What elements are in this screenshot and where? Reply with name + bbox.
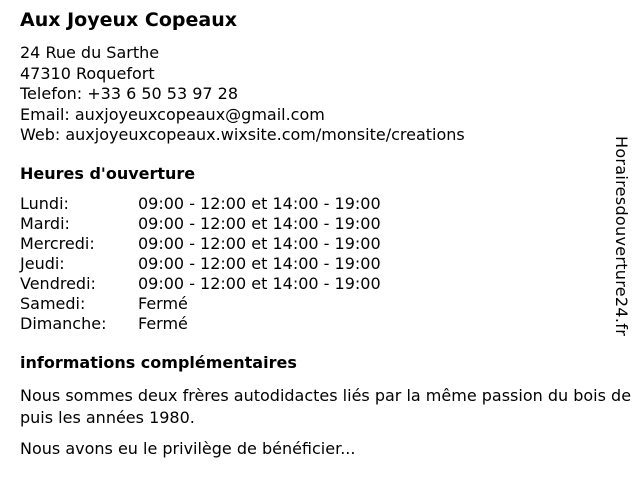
contact-block [20, 43, 465, 146]
day-hours: 09:00 - 12:00 et 14:00 - 19:00 [138, 214, 381, 233]
day-label: Lundi: [20, 194, 69, 213]
day-label: Mercredi: [20, 234, 95, 253]
day-label: Vendredi: [20, 274, 96, 293]
opening-hours-table [20, 194, 381, 334]
email-address: Email: auxjoyeuxcopeaux@gmail.com [20, 104, 325, 124]
site-watermark: Horairesdouverture24.fr [612, 136, 631, 337]
website-url: Web: auxjoyeuxcopeaux.wixsite.com/monsite/creations [20, 125, 465, 144]
hours-row-tuesday [20, 214, 381, 234]
day-label: Dimanche: [20, 314, 107, 333]
description-paragraph: Nous sommes deux frères autodidactes liés par la même passion du bois depuis les années 1980. [20, 386, 632, 427]
day-hours: 09:00 - 12:00 et 14:00 - 19:00 [138, 274, 381, 293]
street-address: 24 Rue du Sarthe [20, 43, 160, 62]
hours-row-saturday [20, 294, 381, 314]
hours-row-thursday [20, 254, 381, 274]
business-name: Aux Joyeux Copeaux [20, 9, 237, 31]
day-hours: 09:00 - 12:00 et 14:00 - 19:00 [138, 234, 381, 253]
opening-hours-heading: Heures d'ouverture [20, 164, 196, 183]
day-hours: 09:00 - 12:00 et 14:00 - 19:00 [138, 254, 381, 273]
hours-row-sunday [20, 314, 381, 334]
day-hours: 09:00 - 12:00 et 14:00 - 19:00 [138, 194, 381, 213]
city-address: 47310 Roquefort [20, 63, 155, 83]
day-hours: Fermé [138, 314, 188, 333]
additional-info-heading: informations complémentaires [20, 353, 297, 372]
hours-row-monday [20, 194, 381, 214]
phone-number: Telefon: +33 6 50 53 97 28 [20, 84, 239, 103]
hours-row-friday [20, 274, 381, 294]
hours-row-wednesday [20, 234, 381, 254]
day-hours: Fermé [138, 294, 188, 313]
day-label: Mardi: [20, 214, 70, 233]
day-label: Jeudi: [20, 254, 65, 273]
day-label: Samedi: [20, 294, 86, 313]
description-continued: Nous avons eu le privilège de bénéficier... [20, 439, 356, 458]
